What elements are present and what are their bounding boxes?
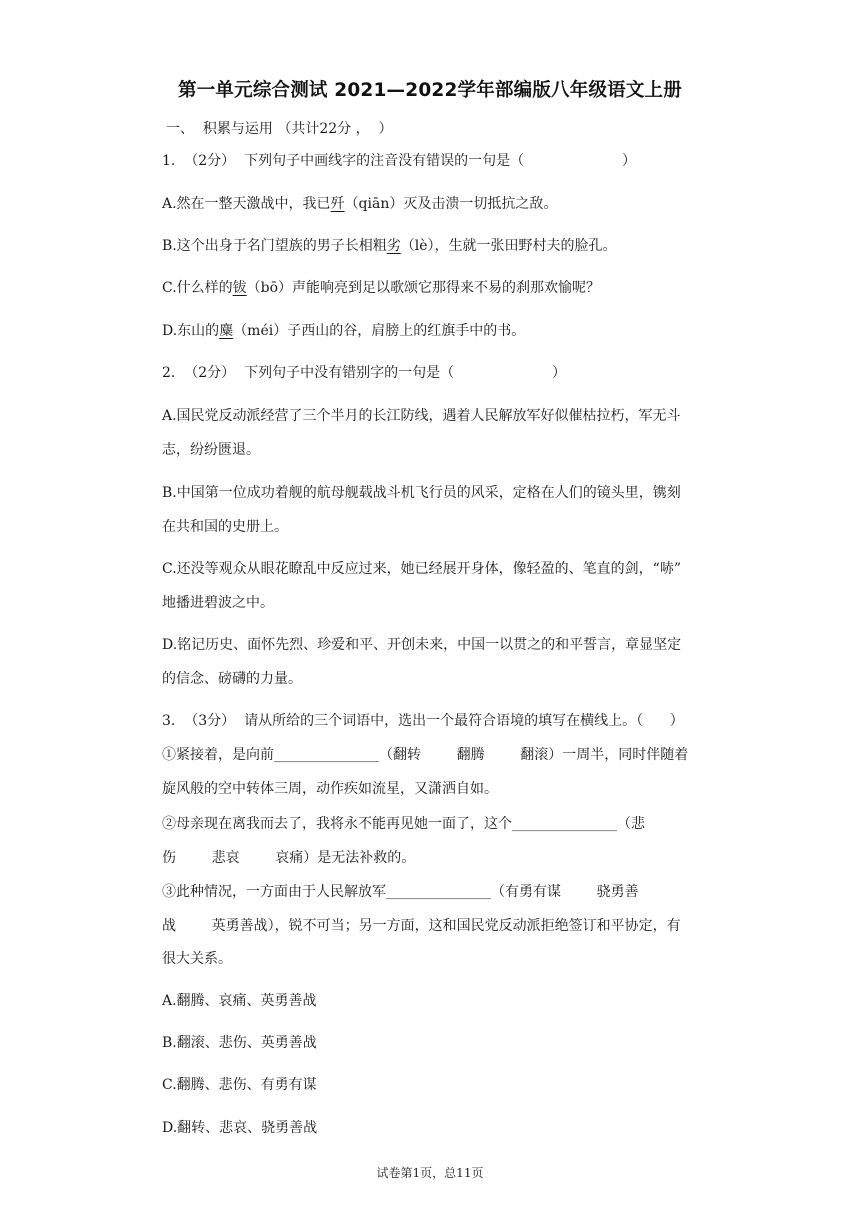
- question-1-option-d: D.东山的麋（méi）子西山的谷，肩膀上的红旗手中的书。: [162, 323, 526, 339]
- question-1-option-c: C.什么样的钹（bō）声能响亮到足以歌颂它那得来不易的刹那欢愉呢？: [162, 280, 601, 296]
- question-2-option-a-line2: 志，纷纷匮退。: [162, 442, 260, 458]
- question-2-option-d-line1: D.铭记历史、面怀先烈、珍爱和平、开创未来，中国一以贯之的和平誓言，章显坚定: [162, 637, 682, 653]
- question-2-option-b-line1: B.中国第一位成功着舰的航母舰载战斗机飞行员的风采，定格在人们的镜头里，镌刻: [162, 485, 681, 501]
- question-1-stem: 1. （2分） 下列句子中画线字的注音没有错误的一句是（ ）: [162, 153, 636, 169]
- question-3-sentence-2-line1: ②母亲现在离我而去了，我将永不能再见她一面了，这个_______________（悲: [162, 816, 645, 832]
- section-heading: 一、 积累与运用 （共计22分 ， ）: [166, 121, 393, 137]
- question-2-option-c-line2: 地播进碧波之中。: [162, 595, 274, 611]
- question-2-stem: 2. （2分） 下列句子中没有错别字的一句是（ ）: [162, 365, 566, 381]
- question-2-option-b-line2: 在共和国的史册上。: [162, 519, 288, 535]
- question-3-sentence-1-line1: ①紧接着，是向前_______________（翻转 翻腾 翻滚）一周半，同时伴随着: [162, 747, 689, 763]
- question-3-sentence-3-line2: 战 英勇善战），锐不可当；另一方面，这和国民党反动派拒绝签订和平协定，有: [162, 918, 681, 934]
- question-2-option-c-line1: C.还没等观众从眼花瞭乱中反应过来，她已经展开身体，像轻盈的、笔直的剑，“哧”: [162, 561, 681, 577]
- question-3-sentence-2-line2: 伤 悲哀 哀痛）是无法补救的。: [162, 850, 416, 866]
- question-3-sentence-3-line3: 很大关系。: [162, 951, 232, 967]
- question-3-sentence-1-line2: 旋风般的空中转体三周，动作疾如流星，又潇洒自如。: [162, 781, 498, 797]
- underlined-char: 钹: [232, 280, 247, 296]
- question-3-stem: 3. （3分） 请从所给的三个词语中，选出一个最符合语境的填写在横线上。（ ）: [162, 713, 684, 729]
- question-3-option-b: B.翻滚、悲伤、英勇善战: [162, 1035, 317, 1051]
- question-3-sentence-3-line1: ③此种情况，一方面由于人民解放军_______________（有勇有谋 骁勇善: [162, 884, 639, 900]
- underlined-char: 歼: [330, 196, 345, 212]
- underlined-char: 劣: [386, 238, 401, 254]
- question-1-option-a: A.然在一整天激战中，我已歼（qiān）灭及击溃一切抵抗之敌。: [162, 196, 558, 212]
- underlined-char: 麋: [219, 323, 234, 339]
- question-3-option-d: D.翻转、悲哀、骁勇善战: [162, 1120, 318, 1136]
- page-footer: 试卷第1页，总11页: [376, 1166, 484, 1180]
- question-1-option-b: B.这个出身于名门望族的男子长相粗劣（lè），生就一张田野村夫的脸孔。: [162, 238, 617, 254]
- question-3-option-a: A.翻腾、哀痛、英勇善战: [162, 993, 317, 1009]
- page-title: 第一单元综合测试 2021—2022学年部编版八年级语文上册: [178, 80, 682, 101]
- question-2-option-a-line1: A.国民党反动派经营了三个半月的长江防线，遇着人民解放军好似催枯拉朽，军无斗: [162, 408, 681, 424]
- question-2-option-d-line2: 的信念、磅礴的力量。: [162, 671, 302, 687]
- question-3-option-c: C.翻腾、悲伤、有勇有谋: [162, 1077, 317, 1093]
